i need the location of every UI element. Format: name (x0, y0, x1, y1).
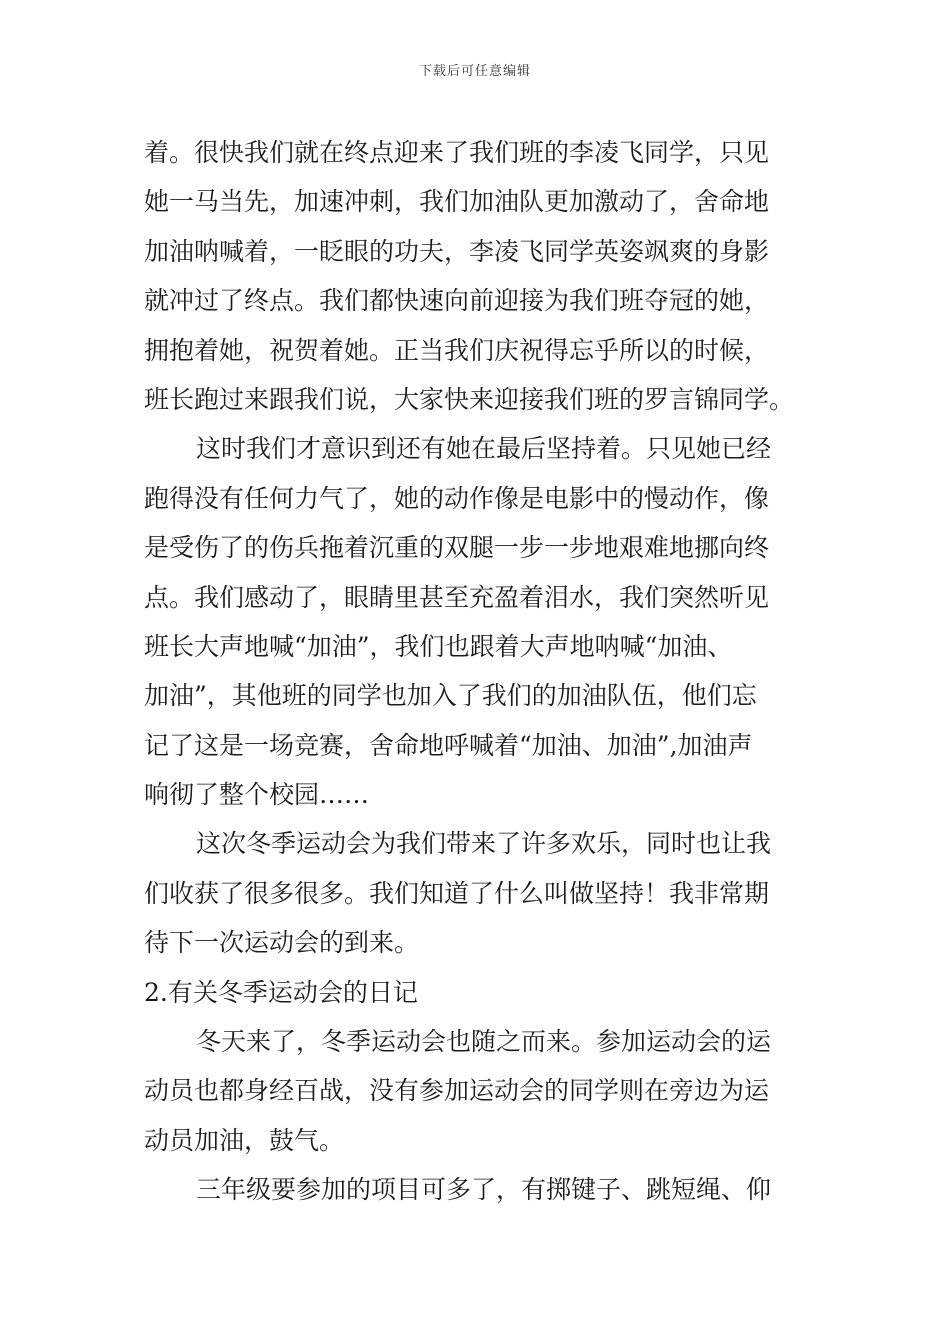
text-line: 加油呐喊着，一眨眼的功夫，李凌飞同学英姿飒爽的身影 (144, 236, 770, 266)
text-line: 加油”，其他班的同学也加入了我们的加油队伍，他们忘 (144, 681, 757, 711)
text-line: 班长跑过来跟我们说，大家快来迎接我们班的罗言锦同学。 (144, 384, 795, 414)
text-line: 待下一次运动会的到来。 (144, 928, 420, 958)
paragraph-first-line: 这次冬季运动会为我们带来了许多欢乐，同时也让我 (196, 829, 772, 859)
text-line: 们收获了很多很多。我们知道了什么叫做坚持！我非常期 (144, 878, 770, 908)
page-header: 下载后可任意编辑 (418, 64, 531, 79)
text-line: 动员也都身经百战，没有参加运动会的同学则在旁边为运 (144, 1076, 770, 1106)
paragraph-first-line: 这时我们才意识到还有她在最后坚持着。只见她已经 (196, 434, 772, 464)
text-line: 记了这是一场竞赛，舍命地呼喊着“加油、加油”,加油声 (144, 730, 753, 760)
document-body (144, 128, 808, 1215)
section-heading: 2.有关冬季运动会的日记 (144, 977, 418, 1007)
paragraph-first-line: 冬天来了，冬季运动会也随之而来。参加运动会的运 (196, 1027, 772, 1057)
text-line: 就冲过了终点。我们都快速向前迎接为我们班夺冠的她， (144, 286, 770, 316)
text-line: 动员加油，鼓气。 (144, 1125, 345, 1155)
paragraph-first-line: 三年级要参加的项目可多了，有掷键子、跳短绳、仰 (196, 1175, 772, 1205)
text-line: 着。很快我们就在终点迎来了我们班的李凌飞同学，只见 (144, 138, 770, 167)
text-line: 班长大声地喊“加油”，我们也跟着大声地呐喊“加油、 (144, 631, 733, 661)
text-line: 响彻了整个校园…… (144, 780, 370, 810)
text-line: 拥抱着她，祝贺着她。正当我们庆祝得忘乎所以的时候， (144, 335, 770, 365)
text-line: 跑得没有任何力气了，她的动作像是电影中的慢动作，像 (144, 483, 770, 513)
text-line: 点。我们感动了，眼睛里甚至充盈着泪水，我们突然听见 (144, 582, 770, 612)
text-line: 她一马当先，加速冲刺，我们加油队更加激动了，舍命地 (144, 187, 770, 217)
text-line: 是受伤了的伤兵拖着沉重的双腿一步一步地艰难地挪向终 (144, 533, 770, 563)
